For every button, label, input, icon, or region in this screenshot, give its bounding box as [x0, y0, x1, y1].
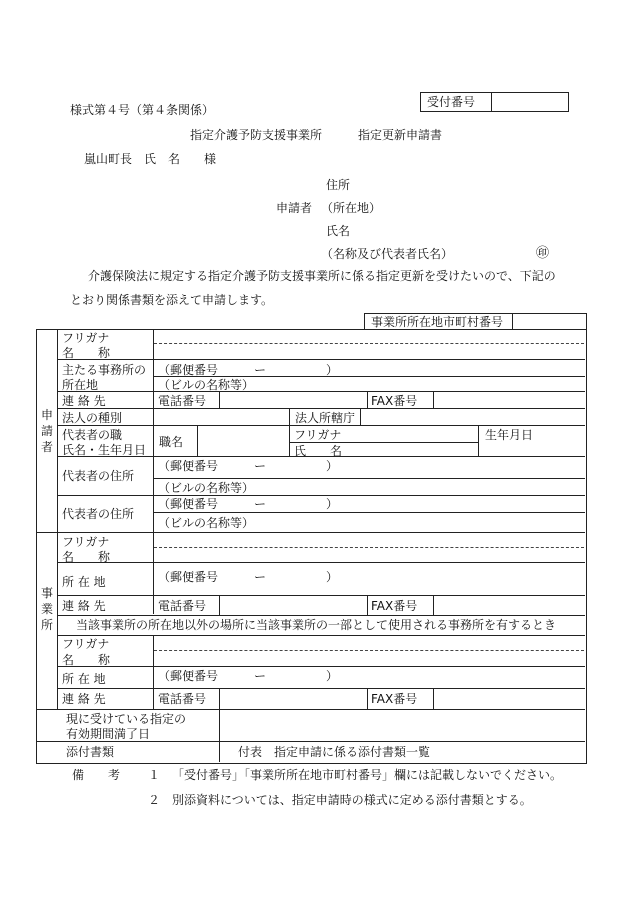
office-location-postal[interactable]: （郵便番号 ー ）: [158, 570, 339, 584]
column-line: [433, 391, 434, 408]
rep-furigana-label: フリガナ: [294, 428, 342, 442]
body-text-line-2: とおり関係書類を添えて申請します。: [70, 293, 274, 307]
row-line: [153, 478, 585, 479]
sub-office-phone-label: 電話番号: [158, 692, 207, 706]
office-phone-label: 電話番号: [158, 599, 207, 613]
representative-label-2: 氏名・生年月日: [62, 443, 147, 457]
sub-office-note: 当該事業所の所在地以外の場所に当該事業所の一部として使用される事務所を有するとき: [76, 618, 557, 632]
attachments-value: 付表 指定申請に係る添付書類一覧: [238, 745, 431, 759]
row-line: [36, 709, 585, 710]
rep-address-building-2[interactable]: （ビルの名称等）: [158, 516, 255, 530]
furigana-separator: [154, 650, 584, 651]
column-line: [219, 595, 220, 615]
rep-address-building[interactable]: （ビルの名称等）: [158, 481, 255, 495]
row-line: [153, 512, 585, 513]
rep-address-label: 代表者の住所: [62, 469, 135, 483]
name-label: 氏名: [326, 224, 351, 238]
row-line: [57, 666, 585, 667]
applicant-name-label: 名 称: [62, 346, 111, 360]
column-line: [433, 688, 434, 709]
office-name-label: 名 称: [62, 550, 111, 564]
row-line: [57, 615, 585, 616]
sub-office-postal[interactable]: （郵便番号 ー ）: [158, 669, 339, 683]
column-line: [289, 408, 290, 456]
column-line: [197, 425, 198, 456]
furigana-separator: [154, 547, 584, 548]
municipality-divider: [512, 314, 513, 329]
corp-authority-label: 法人所轄庁: [295, 411, 356, 425]
address-label: 住所: [326, 178, 351, 192]
column-line: [153, 329, 154, 425]
row-line: [57, 359, 585, 360]
note-1-number: １: [148, 768, 161, 782]
column-line: [367, 595, 368, 615]
column-line: [478, 425, 479, 456]
row-line: [57, 688, 585, 689]
row-line: [57, 595, 585, 596]
main-office-label-2: 所在地: [62, 378, 99, 392]
note-2: 別添資料については、指定申請時の様式に定める添付書類とする。: [172, 793, 532, 807]
birthdate-label: 生年月日: [485, 428, 534, 442]
municipality-number-field[interactable]: [514, 315, 583, 328]
row-line: [57, 562, 585, 563]
office-location-label: 所 在 地: [62, 575, 106, 589]
column-line: [153, 635, 154, 709]
main-office-building[interactable]: （ビルの名称等）: [158, 378, 255, 392]
document-title-right: 指定更新申請書: [358, 128, 443, 142]
office-contact-label: 連 絡 先: [62, 599, 106, 613]
column-line: [153, 425, 154, 532]
row-line: [57, 495, 585, 496]
column-line: [367, 391, 368, 408]
expiry-label-1: 現に受けている指定の: [66, 712, 187, 726]
municipality-number-label: 事業所所在地市町村番号: [371, 315, 504, 329]
column-line: [219, 391, 220, 408]
section-column-divider: [57, 329, 58, 709]
rep-address-postal[interactable]: （郵便番号 ー ）: [158, 459, 339, 473]
furigana-separator: [154, 343, 584, 344]
column-line: [219, 688, 220, 762]
applicant-contact-label: 連 絡 先: [62, 394, 106, 408]
corp-type-label: 法人の種別: [62, 411, 123, 425]
applicant-fax-label: FAX番号: [371, 394, 418, 408]
receipt-divider: [491, 93, 492, 111]
position-label: 職名: [159, 435, 184, 449]
name-note: （名称及び代表者氏名）: [321, 247, 454, 261]
row-line: [36, 741, 585, 742]
row-line: [289, 442, 478, 443]
note-1: 「受付番号」「事業所所在地市町村番号」欄には記載しないでください。: [172, 768, 563, 782]
row-line: [57, 408, 585, 409]
main-office-postal[interactable]: （郵便番号 ー ）: [158, 363, 339, 377]
expiry-label-2: 有効期間満了日: [66, 727, 151, 741]
rep-name-label: 氏 名: [294, 444, 343, 458]
sub-office-fax-label: FAX番号: [371, 692, 418, 706]
note-2-number: ２: [148, 793, 161, 807]
row-line: [57, 635, 585, 636]
seal-mark: ㊞: [536, 246, 550, 261]
column-line: [153, 532, 154, 614]
sub-office-contact-label: 連 絡 先: [62, 692, 106, 706]
column-line: [360, 408, 361, 425]
row-line: [57, 391, 585, 392]
sub-office-location-label: 所 在 地: [62, 672, 106, 686]
location-label: （所在地）: [321, 201, 382, 215]
row-line: [36, 532, 585, 533]
applicant-furigana-label: フリガナ: [62, 331, 110, 345]
rep-address-label-2: 代表者の住所: [62, 507, 135, 521]
receipt-number-label: 受付番号: [427, 95, 476, 109]
section-applicant-label: 申請者: [40, 408, 53, 454]
attachments-label: 添付書類: [66, 745, 115, 759]
sub-office-name-label: 名 称: [62, 653, 111, 667]
office-furigana-label: フリガナ: [62, 535, 110, 549]
row-line: [57, 425, 585, 426]
section-office-label: 事業所: [40, 586, 53, 632]
addressee: 嵐山町長 氏 名 様: [84, 152, 217, 166]
column-line: [367, 688, 368, 709]
main-office-label: 主たる事務所の: [62, 363, 147, 377]
remarks-label: 備 考: [72, 768, 121, 782]
document-title-left: 指定介護予防支援事業所: [190, 128, 323, 142]
applicant-label: 申請者: [276, 201, 313, 215]
form-number: 様式第４号（第４条関係）: [70, 103, 215, 117]
column-line: [433, 595, 434, 615]
office-fax-label: FAX番号: [371, 599, 418, 613]
body-text-line-1: 介護保険法に規定する指定介護予防支援事業所に係る指定更新を受けたいので、下記の: [88, 269, 556, 283]
receipt-number-field[interactable]: [493, 94, 565, 109]
representative-label-1: 代表者の職: [62, 428, 123, 442]
sub-office-furigana-label: フリガナ: [62, 637, 110, 651]
applicant-phone-label: 電話番号: [158, 394, 207, 408]
rep-address-postal-2[interactable]: （郵便番号 ー ）: [158, 497, 339, 511]
